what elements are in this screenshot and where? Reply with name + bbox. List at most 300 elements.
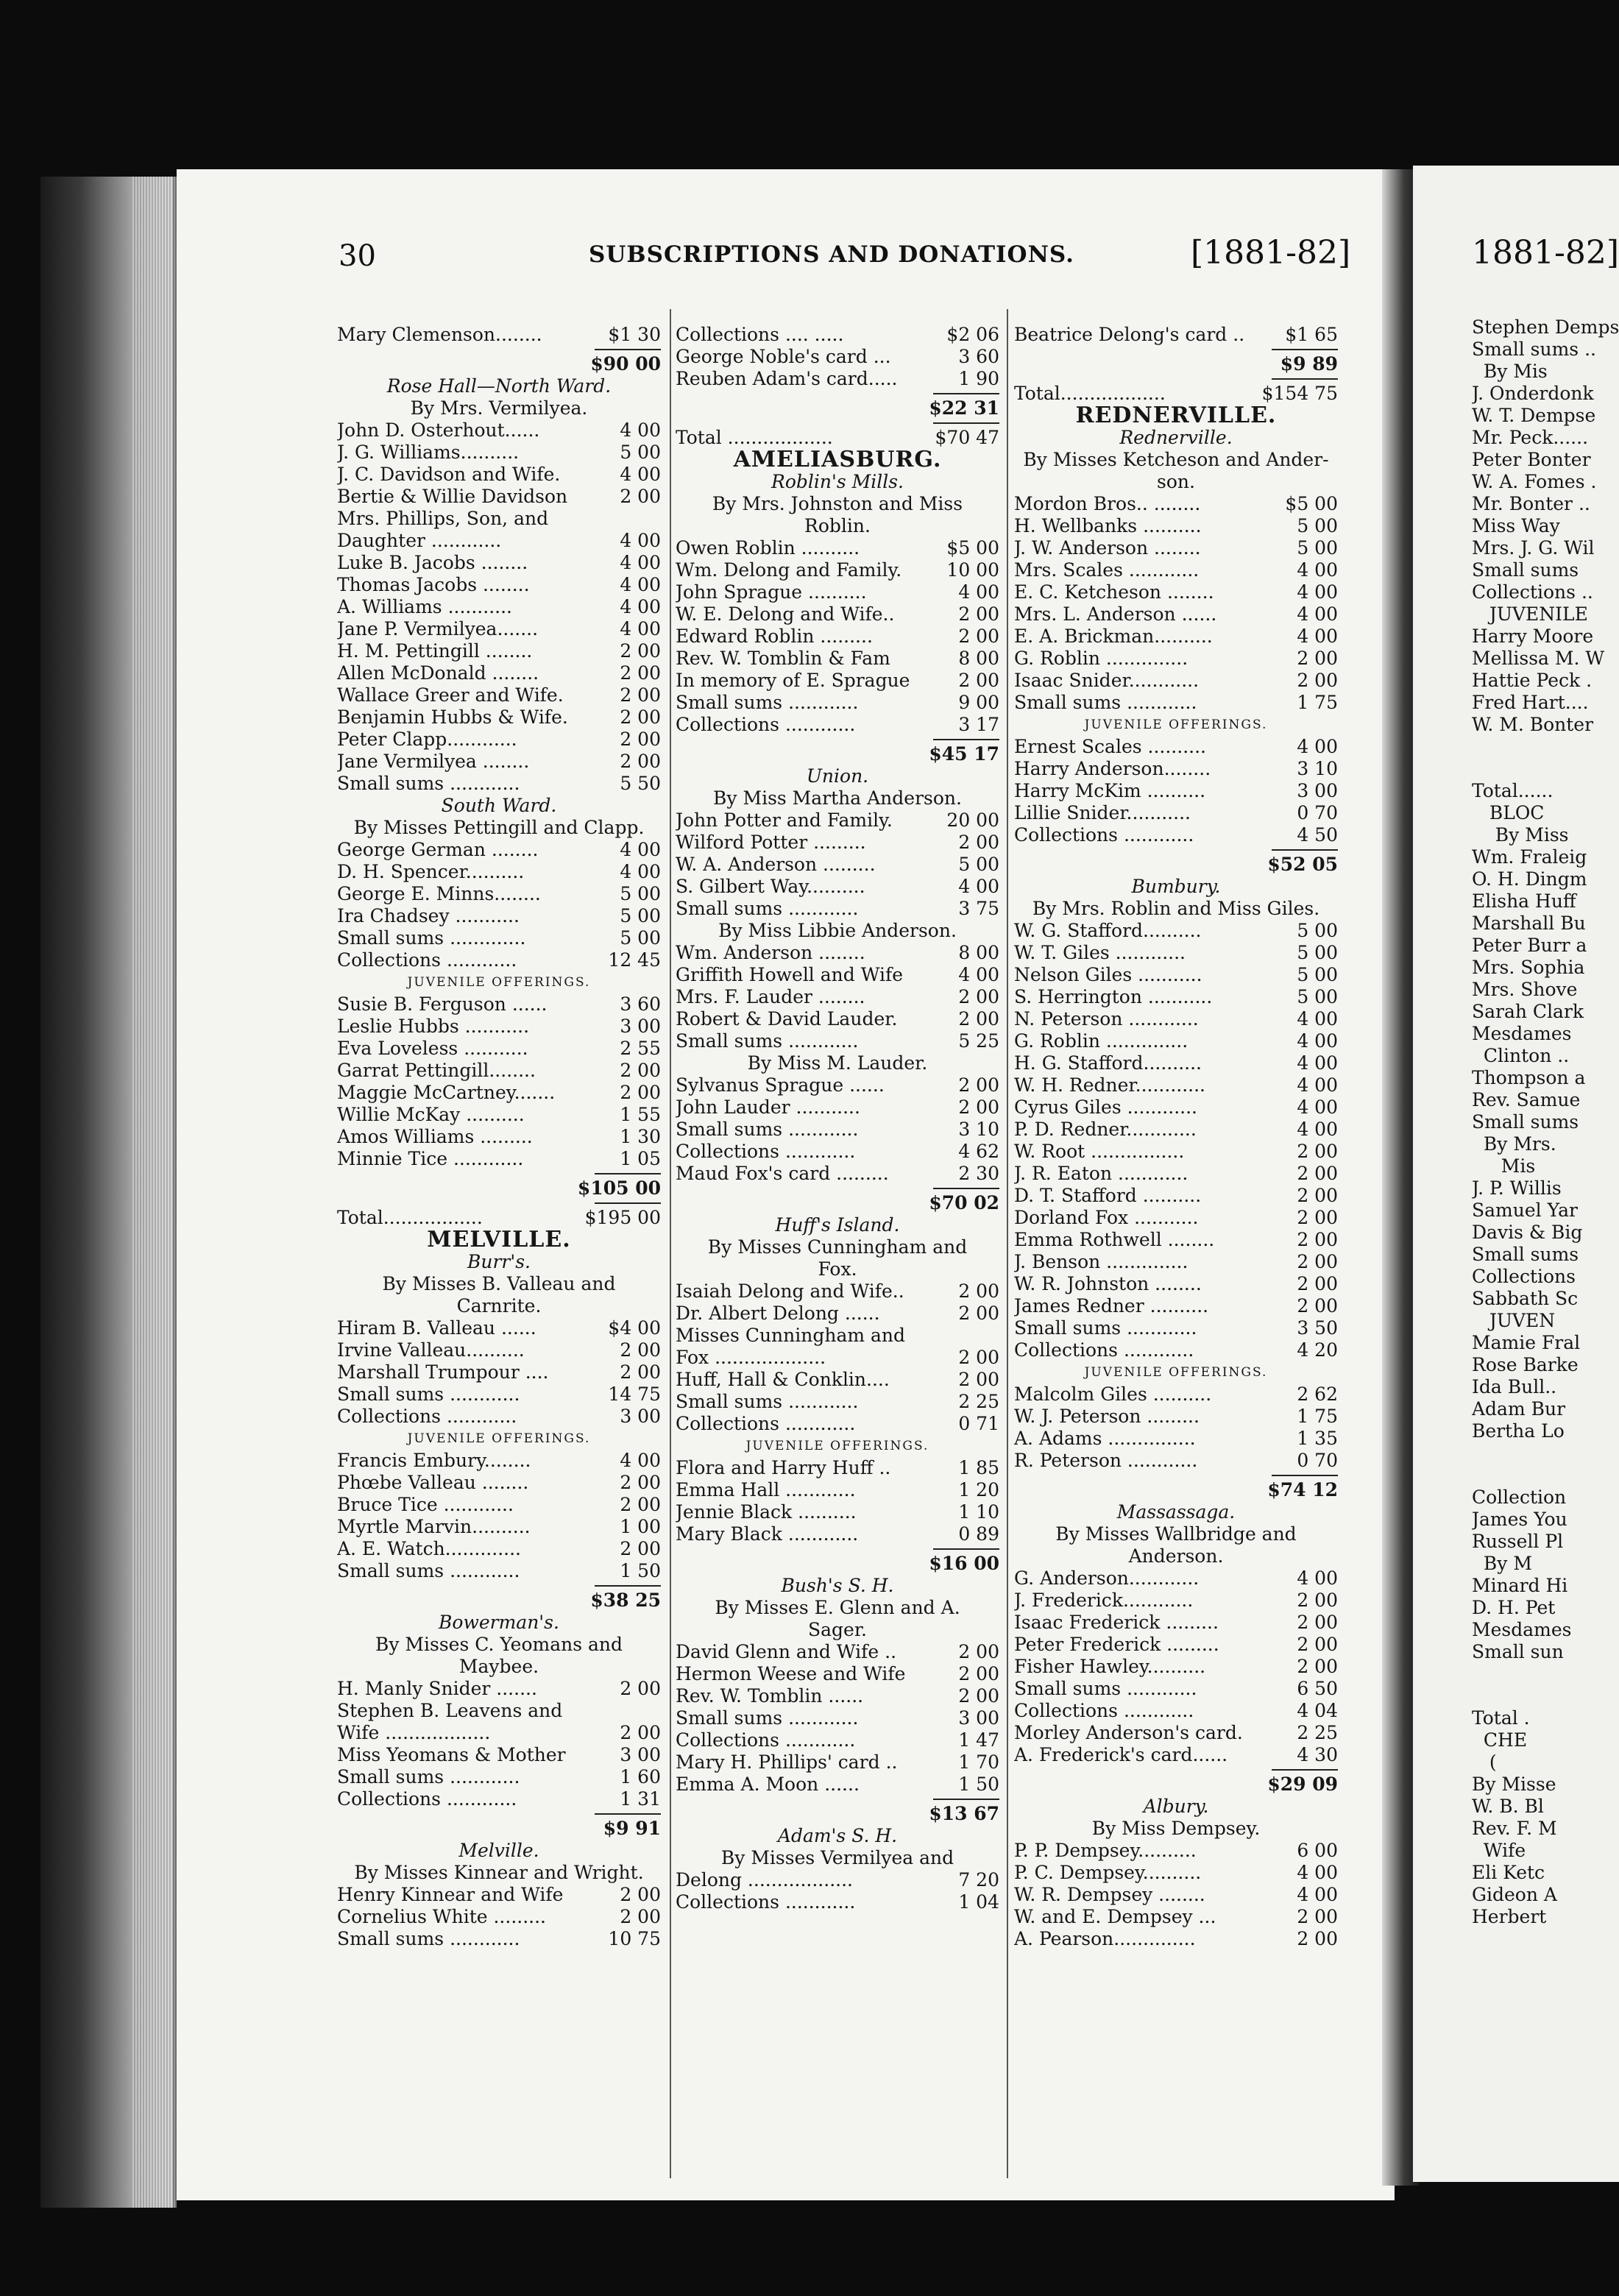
- entry-amount: 0 70: [1297, 1450, 1338, 1471]
- section-subheading: Roblin's Mills.: [771, 471, 904, 492]
- collector-line: By Miss Dempsey.: [1091, 1818, 1261, 1839]
- entry-amount: 2 00: [620, 706, 661, 728]
- entry-name: N. Peterson ............: [1014, 1008, 1199, 1030]
- subtotal-amount: $13 67: [929, 1803, 999, 1824]
- list-item: [676, 1685, 999, 1707]
- list-item: [337, 486, 661, 508]
- list-item: [337, 596, 661, 618]
- entry-amount: 4 00: [1297, 1884, 1338, 1905]
- entry-name: Isaiah Delong and Wife..: [676, 1280, 904, 1302]
- column-divider-2: [1007, 309, 1008, 2178]
- entry-name: Collections .... .....: [676, 324, 844, 345]
- right-page-line: Small sums: [1472, 559, 1579, 581]
- list-item: [676, 603, 999, 626]
- entry-name: Emma Hall ............: [676, 1479, 856, 1500]
- entry-name: H. G. Stafford..........: [1014, 1052, 1202, 1074]
- entry-name: Mrs. F. Lauder ........: [676, 986, 865, 1007]
- entry-name: E. A. Brickman..........: [1014, 626, 1213, 647]
- list-item: [1014, 1406, 1338, 1428]
- entry-name: Collections ............: [676, 1729, 856, 1751]
- entry-name: Francis Embury........: [337, 1450, 531, 1471]
- subtotal-amount: $70 02: [929, 1192, 999, 1213]
- list-item: [676, 1751, 999, 1774]
- entry-amount: 5 00: [1297, 942, 1338, 963]
- subtotal: [337, 353, 661, 375]
- rule-line: [933, 422, 999, 424]
- list-item: [337, 1472, 661, 1494]
- entry-name: A. E. Watch.............: [337, 1538, 521, 1559]
- entry-amount: 4 00: [958, 876, 999, 897]
- rule-line: [933, 1188, 999, 1189]
- subtotal: [1014, 1479, 1338, 1501]
- rule-line: [1272, 378, 1338, 380]
- list-item: [1014, 1590, 1338, 1612]
- section-subheading: Bush's S. H.: [781, 1575, 894, 1596]
- entry-amount: 2 00: [958, 1347, 999, 1368]
- list-item: [676, 986, 999, 1008]
- entry-amount: 2 00: [620, 1060, 661, 1081]
- entry-name: Mrs. Phillips, Son, and: [337, 508, 549, 529]
- entry-amount: 1 47: [958, 1729, 999, 1751]
- entry-amount: 0 70: [1297, 802, 1338, 823]
- subtotal-amount: $105 00: [577, 1177, 661, 1199]
- right-page-line: Mrs. Sophia: [1472, 957, 1585, 978]
- right-page-line: Mesdames: [1472, 1023, 1572, 1044]
- list-item: [676, 648, 999, 670]
- list-item: [337, 1060, 661, 1082]
- list-item: [1014, 692, 1338, 714]
- entry-name: Reuben Adam's card.....: [676, 368, 898, 389]
- list-item: [1014, 824, 1338, 846]
- entry-amount: 4 00: [1297, 1096, 1338, 1118]
- list-item: [1014, 1862, 1338, 1884]
- entry-name: Nelson Giles ...........: [1014, 964, 1202, 985]
- list-item: [1014, 736, 1338, 758]
- list-item: [676, 1030, 999, 1052]
- subtotal-amount: $45 17: [929, 743, 999, 765]
- entry-amount: 2 00: [958, 832, 999, 853]
- entry-amount: 2 00: [958, 1303, 999, 1324]
- column-2: [676, 324, 999, 1913]
- entry-amount: 1 60: [620, 1766, 661, 1787]
- entry-amount: 3 00: [620, 1016, 661, 1037]
- list-item: [1014, 964, 1338, 986]
- right-page-line: O. H. Dingm: [1472, 868, 1587, 890]
- entry-name: Rev. W. Tomblin & Fam: [676, 648, 890, 669]
- collector-line: Maybee.: [458, 1656, 539, 1677]
- right-page-line: Wm. Fraleig: [1472, 846, 1587, 868]
- right-page-line: Davis & Big: [1472, 1222, 1583, 1243]
- juvenile-heading: JUVENILE OFFERINGS.: [745, 1439, 929, 1453]
- entry-amount: 3 00: [958, 1707, 999, 1729]
- entry-name: Beatrice Delong's card ..: [1014, 324, 1245, 345]
- list-item: [676, 1280, 999, 1303]
- entry-name: Misses Cunningham and: [676, 1325, 906, 1346]
- list-item: [1014, 1928, 1338, 1950]
- entry-amount: 20 00: [946, 809, 999, 831]
- subtotal: [676, 1192, 999, 1214]
- entry-name: Willie McKay ..........: [337, 1104, 525, 1125]
- subtotal-amount: $29 09: [1267, 1774, 1338, 1795]
- right-page-line: Mis: [1472, 1155, 1536, 1177]
- right-page-line: By Mis: [1472, 361, 1548, 382]
- right-page-line: Small sums: [1472, 1244, 1579, 1265]
- entry-amount: 2 00: [1297, 1207, 1338, 1228]
- entry-amount: 2 00: [1297, 1141, 1338, 1162]
- entry-amount: 2 00: [958, 1008, 999, 1030]
- list-item: [1014, 1030, 1338, 1052]
- entry-name: Harry Anderson........: [1014, 758, 1211, 779]
- right-page-line: By Miss: [1472, 824, 1569, 846]
- entry-name: P. C. Dempsey..........: [1014, 1862, 1202, 1883]
- list-item: [1014, 626, 1338, 648]
- entry-name: Small sums ............: [337, 1383, 520, 1405]
- list-item: [1014, 1634, 1338, 1656]
- collector-line: By Misses Cunningham and: [707, 1236, 968, 1258]
- section-heading: MELVILLE.: [427, 1227, 571, 1252]
- list-item: [676, 537, 999, 559]
- entry-name: Collections ............: [1014, 1700, 1194, 1721]
- list-item: [1014, 920, 1338, 942]
- list-item: [676, 1707, 999, 1729]
- entry-amount: 1 85: [958, 1457, 999, 1478]
- entry-amount: 5 00: [1297, 964, 1338, 985]
- entry-amount: 1 90: [958, 368, 999, 389]
- entry-name: R. Peterson ............: [1014, 1450, 1198, 1471]
- list-item: [1014, 1074, 1338, 1096]
- right-page-line: [1472, 758, 1619, 780]
- entry-name: D. T. Stafford ..........: [1014, 1185, 1202, 1206]
- right-page-line: Small sums ..: [1472, 339, 1596, 360]
- entry-name: S. Herrington ...........: [1014, 986, 1213, 1007]
- right-page-year: 1881-82]: [1472, 234, 1619, 272]
- list-item: [337, 1516, 661, 1538]
- entry-name: W. A. Anderson .........: [676, 854, 876, 875]
- entry-name: Peter Frederick .........: [1014, 1634, 1219, 1655]
- entry-name: W. H. Redner............: [1014, 1074, 1205, 1096]
- entry-name: Morley Anderson's card.: [1014, 1722, 1243, 1743]
- entry-amount: 1 55: [620, 1104, 661, 1125]
- right-page-line: Marshall Bu: [1472, 913, 1586, 934]
- juvenile-heading: JUVENILE OFFERINGS.: [1084, 718, 1268, 732]
- entry-amount: 5 00: [1297, 537, 1338, 559]
- right-page-line: Hattie Peck .: [1472, 670, 1593, 691]
- right-page-line: Total .: [1472, 1707, 1530, 1729]
- entry-name: Total ..................: [676, 427, 833, 448]
- list-item: [1014, 1744, 1338, 1766]
- entry-amount: $1 30: [608, 324, 661, 345]
- entry-amount: 2 00: [1297, 1590, 1338, 1611]
- list-item: [1014, 1700, 1338, 1722]
- section-subheading: Massassaga.: [1116, 1501, 1236, 1523]
- entry-amount: $2 06: [946, 324, 999, 345]
- list-item: [676, 1325, 999, 1347]
- entry-amount: 2 00: [620, 640, 661, 662]
- entry-name: Mary Black ............: [676, 1523, 859, 1545]
- right-page-line: BLOC: [1472, 802, 1545, 823]
- entry-name: Irvine Valleau..........: [337, 1339, 525, 1361]
- right-page-line: By Mrs.: [1472, 1133, 1556, 1155]
- list-item: [1014, 537, 1338, 559]
- rule-line: [595, 1173, 661, 1174]
- list-item: [337, 640, 661, 662]
- entry-amount: 2 00: [958, 1685, 999, 1707]
- list-item: [1014, 1612, 1338, 1634]
- entry-amount: 2 00: [1297, 1251, 1338, 1272]
- right-page-line: [1472, 1663, 1619, 1685]
- list-item: [1014, 1207, 1338, 1229]
- list-item: [676, 1347, 999, 1369]
- list-item: [676, 1391, 999, 1413]
- section-subheading: Union.: [806, 765, 869, 787]
- list-item: [676, 1774, 999, 1796]
- right-page-line: Mrs. J. G. Wil: [1472, 537, 1595, 559]
- subtotal-amount: $22 31: [929, 397, 999, 419]
- juvenile-heading: JUVENILE OFFERINGS.: [407, 1431, 591, 1446]
- list-item: [1014, 758, 1338, 780]
- list-item: [1014, 1906, 1338, 1928]
- entry-amount: 2 55: [620, 1038, 661, 1059]
- entry-name: Isaac Snider............: [1014, 670, 1200, 691]
- list-item: [337, 1361, 661, 1383]
- subtotal-amount: $74 12: [1267, 1479, 1338, 1500]
- entry-amount: 2 00: [620, 751, 661, 772]
- entry-amount: 1 00: [620, 1516, 661, 1537]
- entry-amount: 5 00: [620, 905, 661, 926]
- entry-amount: $154 75: [1261, 383, 1338, 404]
- list-item: [337, 927, 661, 949]
- entry-amount: [926, 1325, 999, 1347]
- entry-amount: $5 00: [1285, 493, 1338, 514]
- entry-amount: 10 75: [608, 1928, 661, 1949]
- rule-line: [1272, 349, 1338, 350]
- entry-name: Dr. Albert Delong ......: [676, 1303, 880, 1324]
- entry-name: Isaac Frederick .........: [1014, 1612, 1219, 1633]
- entry-name: Ernest Scales ..........: [1014, 736, 1206, 757]
- entry-amount: 1 75: [1297, 1406, 1338, 1427]
- entry-amount: 2 00: [958, 626, 999, 647]
- entry-name: Harry McKim ..........: [1014, 780, 1206, 801]
- entry-amount: 5 00: [1297, 920, 1338, 941]
- entry-amount: 5 25: [958, 1030, 999, 1052]
- subtotal-amount: $9 91: [603, 1818, 661, 1839]
- list-item: [676, 942, 999, 964]
- entry-name: Collections ............: [1014, 824, 1194, 846]
- entry-name: A. Frederick's card......: [1014, 1744, 1228, 1765]
- entry-amount: 2 00: [1297, 1906, 1338, 1927]
- list-item: [1014, 1656, 1338, 1678]
- entry-amount: $5 00: [946, 537, 999, 559]
- entry-amount: 4 20: [1297, 1339, 1338, 1361]
- subtotal-amount: $90 00: [590, 353, 661, 375]
- collector-line: By Miss M. Lauder.: [747, 1052, 928, 1074]
- entry-amount: 2 00: [620, 1884, 661, 1905]
- entry-name: John Sprague ..........: [676, 581, 867, 603]
- collector-line: By Misses Wallbridge and: [1055, 1523, 1297, 1545]
- entry-amount: 2 00: [1297, 648, 1338, 669]
- right-page-line: W. T. Dempse: [1472, 405, 1596, 426]
- list-item: [1014, 1273, 1338, 1295]
- entry-name: Eva Loveless ...........: [337, 1038, 528, 1059]
- entry-amount: $195 00: [584, 1207, 661, 1228]
- list-item: [337, 1678, 661, 1700]
- list-item: [337, 861, 661, 883]
- entry-name: W. T. Giles ............: [1014, 942, 1186, 963]
- list-item: [1014, 1450, 1338, 1472]
- subtotal: [676, 1553, 999, 1575]
- list-item: [676, 1163, 999, 1185]
- entry-amount: 3 00: [1297, 780, 1338, 801]
- entry-name: John Lauder ...........: [676, 1096, 860, 1118]
- right-page-line: Collections: [1472, 1266, 1576, 1287]
- right-page-line: Peter Bonter: [1472, 449, 1591, 470]
- rule-line: [1272, 1769, 1338, 1771]
- list-item: [337, 324, 661, 346]
- entry-name: Emma A. Moon ......: [676, 1774, 860, 1795]
- list-item: [1014, 1428, 1338, 1450]
- entry-amount: 2 00: [1297, 1273, 1338, 1294]
- entry-amount: 2 00: [620, 729, 661, 750]
- entry-name: W. J. Peterson .........: [1014, 1406, 1200, 1427]
- right-page-line: W. A. Fomes .: [1472, 471, 1597, 492]
- entry-name: Small sums ............: [337, 1560, 520, 1581]
- collector-line: By Misses E. Glenn and A.: [715, 1597, 960, 1618]
- right-page-line: By M: [1472, 1553, 1532, 1574]
- entry-amount: 2 00: [1297, 1656, 1338, 1677]
- section-subheading: Rose Hall—North Ward.: [386, 375, 612, 397]
- right-page-line: JUVEN: [1472, 1310, 1556, 1331]
- entry-name: Minnie Tice ............: [337, 1148, 524, 1169]
- entry-name: Edward Roblin .........: [676, 626, 873, 647]
- right-page-line: Russell Pl: [1472, 1531, 1564, 1552]
- list-item: [1014, 383, 1338, 405]
- list-item: [676, 898, 999, 920]
- entry-name: Small sums ............: [676, 1707, 859, 1729]
- list-item: [676, 714, 999, 736]
- list-item: [337, 1038, 661, 1060]
- entry-amount: 2 00: [958, 603, 999, 625]
- entry-name: Jane Vermilyea ........: [337, 751, 530, 772]
- entry-name: W. Root ................: [1014, 1141, 1185, 1162]
- entry-amount: 2 30: [958, 1163, 999, 1184]
- list-item: [1014, 324, 1338, 346]
- entry-amount: 1 70: [958, 1751, 999, 1773]
- right-page-line: [1472, 736, 1619, 758]
- list-item: [1014, 1567, 1338, 1590]
- entry-name: Emma Rothwell ........: [1014, 1229, 1215, 1250]
- right-page-line: Mamie Fral: [1472, 1332, 1581, 1353]
- right-page-line: Fred Hart....: [1472, 692, 1589, 713]
- list-item: [337, 905, 661, 927]
- collector-line: By Mrs. Roblin and Miss Giles.: [1032, 898, 1320, 919]
- right-page-line: Stephen Demps: [1472, 316, 1619, 338]
- list-item: [676, 1523, 999, 1545]
- entry-amount: 1 20: [958, 1479, 999, 1500]
- entry-amount: 4 00: [620, 861, 661, 882]
- right-page-line: Collections ..: [1472, 581, 1593, 603]
- list-item: [1014, 1840, 1338, 1862]
- rule-line: [595, 1585, 661, 1587]
- entry-amount: [587, 508, 661, 530]
- list-item: [337, 773, 661, 795]
- entry-name: Jane P. Vermilyea.......: [337, 618, 539, 639]
- right-page-line: Mrs. Shove: [1472, 979, 1578, 1000]
- entry-amount: 2 00: [1297, 1185, 1338, 1206]
- entry-amount: 3 17: [958, 714, 999, 735]
- list-item: [676, 559, 999, 581]
- entry-amount: 2 25: [958, 1391, 999, 1412]
- list-item: [337, 1700, 661, 1722]
- right-page-line: Small sun: [1472, 1641, 1564, 1662]
- entry-amount: 1 10: [958, 1501, 999, 1523]
- list-item: [676, 1729, 999, 1751]
- entry-amount: 2 00: [1297, 1229, 1338, 1250]
- entry-amount: 3 10: [958, 1119, 999, 1140]
- entry-name: Small sums ............: [676, 898, 859, 919]
- entry-amount: 1 04: [958, 1891, 999, 1913]
- list-item: [337, 1494, 661, 1516]
- rule-line: [933, 739, 999, 740]
- section-subheading: Huff's Island.: [775, 1214, 900, 1236]
- entry-name: Rev. W. Tomblin ......: [676, 1685, 864, 1707]
- list-item: [337, 464, 661, 486]
- entry-name: John D. Osterhout......: [337, 419, 540, 441]
- list-item: [1014, 1008, 1338, 1030]
- right-page-line: Herbert: [1472, 1906, 1547, 1927]
- list-item: [1014, 1884, 1338, 1906]
- list-item: [337, 1383, 661, 1406]
- list-item: [676, 581, 999, 603]
- list-item: [337, 949, 661, 971]
- subtotal: [676, 743, 999, 765]
- subtotal: [1014, 353, 1338, 375]
- list-item: [676, 1369, 999, 1391]
- page-year: [1881-82]: [1191, 234, 1351, 272]
- entry-amount: 2 00: [958, 1641, 999, 1662]
- entry-name: S. Gilbert Way..........: [676, 876, 865, 897]
- list-item: [337, 706, 661, 729]
- entry-amount: 4 00: [620, 618, 661, 639]
- entry-amount: 4 00: [620, 419, 661, 441]
- list-item: [676, 1479, 999, 1501]
- section-heading: AMELIASBURG.: [733, 447, 942, 472]
- entry-amount: 2 00: [958, 1096, 999, 1118]
- entry-amount: 3 75: [958, 898, 999, 919]
- list-item: [337, 1928, 661, 1950]
- entry-name: Wallace Greer and Wife.: [337, 684, 564, 706]
- entry-name: Jennie Black ..........: [676, 1501, 857, 1523]
- entry-name: W. G. Stafford..........: [1014, 920, 1202, 941]
- right-page-line: Wife: [1472, 1840, 1526, 1861]
- list-item: [337, 552, 661, 574]
- entry-amount: 5 00: [1297, 515, 1338, 536]
- list-item: [337, 530, 661, 552]
- entry-name: John Potter and Family.: [676, 809, 893, 831]
- entry-amount: 2 00: [620, 1339, 661, 1361]
- list-item: [676, 809, 999, 832]
- right-page-line: Mr. Bonter ..: [1472, 493, 1590, 514]
- list-item: [337, 1207, 661, 1229]
- right-page-line: Ida Bull..: [1472, 1376, 1557, 1397]
- collector-line: By Misses Pettingill and Clapp.: [353, 817, 645, 838]
- entry-amount: 9 00: [958, 692, 999, 713]
- right-page-line: Eli Ketc: [1472, 1862, 1545, 1883]
- rule-line: [595, 349, 661, 350]
- entry-name: Malcolm Giles ..........: [1014, 1383, 1212, 1405]
- list-item: [676, 346, 999, 368]
- list-item: [337, 1560, 661, 1582]
- collector-line: Sager.: [808, 1619, 867, 1640]
